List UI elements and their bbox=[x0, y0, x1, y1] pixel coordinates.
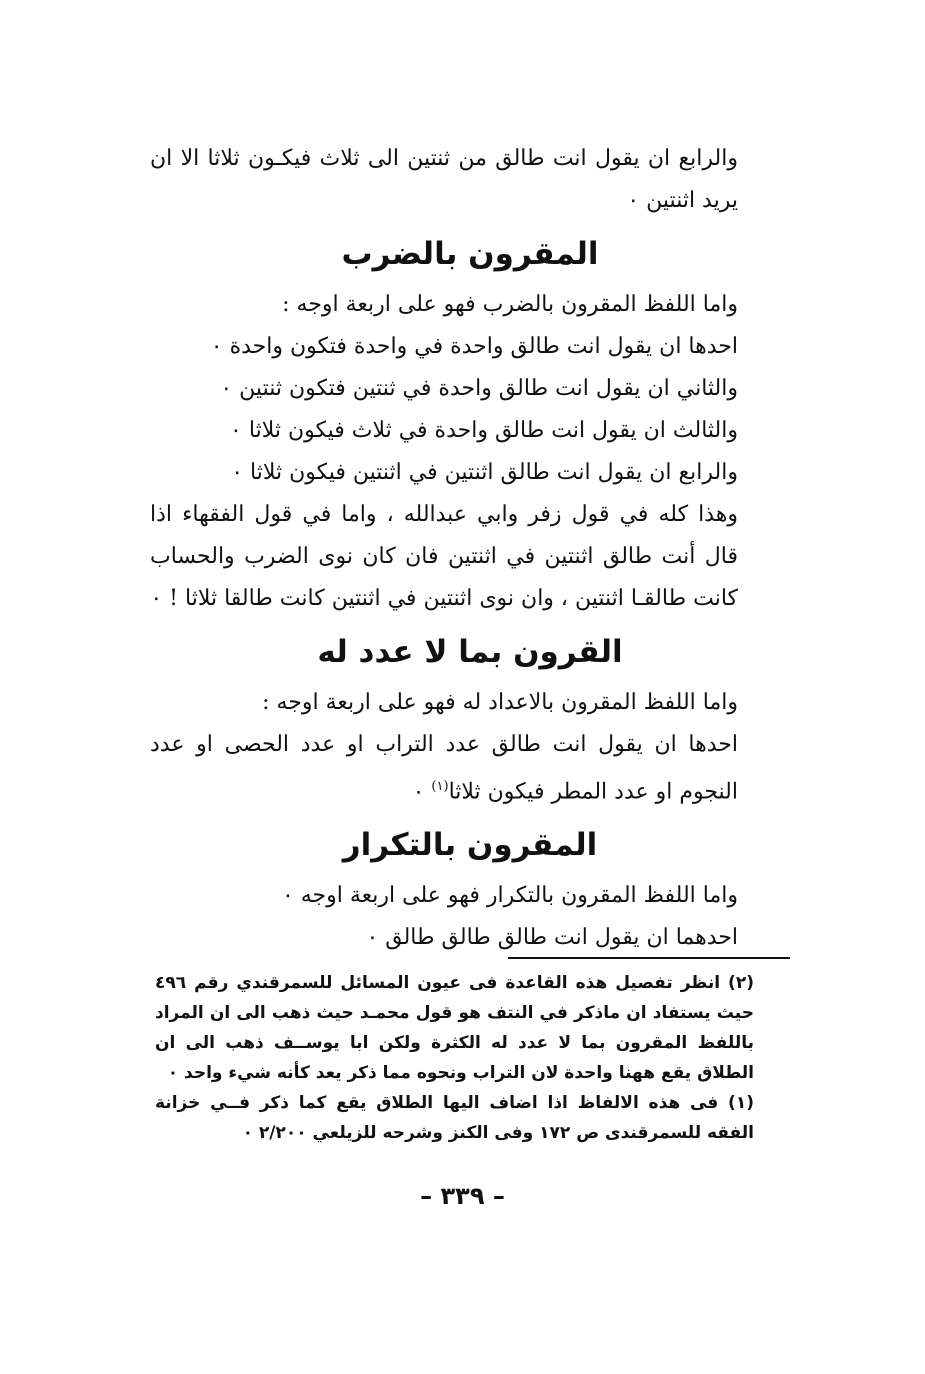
paragraph-repetition-case: احدهما ان يقول انت طالق طالق طالق ٠ bbox=[366, 925, 738, 951]
paragraph-case-three: والثالث ان يقول انت طالق واحدة في ثلاث فيكون ثلاثا ٠ bbox=[230, 418, 738, 443]
paragraph-fourth-case: والرابع ان يقول انت طالق من ثنتين الى ثلاث فيكـون ثلاثا الا ان يريد اثنتين ٠ bbox=[150, 146, 738, 213]
footnote-1: (١) فى هذه الالفاظ اذا اضاف اليها الطلاق يقع كما ذكر فــي خزانة الفقه للسمرقندى ص ١٧٢ وفى الكنز وشرحه للزيلعي ٢/٢٠٠ ٠ bbox=[155, 1093, 754, 1143]
paragraph-jurists-opinion: وهذا كله في قول زفر وابي عبدالله ، واما في قول الفقهاء اذا قال أنت طالق اثنتين في اثنتين فان كان نوى الضرب والحساب كانت طالقـا اثنتين ، وان نوى اثنتين في اثنتين كانت طالقا ثلاثا ! ٠ bbox=[150, 502, 738, 611]
paragraph-case-four: والرابع ان يقول انت طالق اثنتين في اثنتين فيكون ثلاثا ٠ bbox=[231, 460, 738, 485]
footnote-reference: (١) bbox=[431, 779, 449, 794]
page-number: – ٣٣٩ – bbox=[420, 1182, 505, 1210]
paragraph-uncountable-text: احدها ان يقول انت طالق عدد التراب او عدد الحصى او عدد النجوم او عدد المطر فيكون ثلاثا bbox=[150, 732, 738, 805]
section-heading-uncountable: القرون بما لا عدد له bbox=[317, 634, 623, 670]
paragraph-uncountable-case bbox=[150, 724, 790, 813]
paragraph-intro-uncountable: واما اللفظ المقرون بالاعداد له فهو على اربعة اوجه : bbox=[262, 690, 738, 715]
paragraph-uncountable-end: ٠ bbox=[412, 779, 432, 805]
section-heading-multiplication: المقرون بالضرب bbox=[341, 236, 599, 272]
paragraph-case-one: احدها ان يقول انت طالق واحدة في واحدة فتكون واحدة ٠ bbox=[210, 334, 738, 359]
paragraph-intro-repetition: واما اللفظ المقرون بالتكرار فهو على اربعة اوجه ٠ bbox=[281, 883, 738, 909]
main-text bbox=[150, 138, 790, 959]
footnote-2: (٢) انظر تفصيل هذه القاعدة فى عيون المسائل للسمرقندي رقم ٤٩٦ حيث يستفاد ان ماذكر في النتف هو قول محمـد حيث ذهب الى ان المراد باللفظ المقرون بما لا عدد له الكثرة ولكن ابا يوســف ذهب الى ان الطلاق يقع ههنا واحدة لان التراب ونحوه مما ذكر يعد كأنه شيء واحد ٠ bbox=[155, 973, 754, 1083]
paragraph-intro-multiplication: واما اللفظ المقرون بالضرب فهو على اربعة اوجه : bbox=[282, 292, 738, 317]
paragraph-case-two: والثاني ان يقول انت طالق واحدة في ثنتين فتكون ثنتين ٠ bbox=[220, 376, 738, 401]
section-heading-repetition: المقرون بالتكرار bbox=[342, 827, 598, 864]
footnote-divider bbox=[508, 957, 790, 959]
footnotes bbox=[155, 968, 790, 1148]
